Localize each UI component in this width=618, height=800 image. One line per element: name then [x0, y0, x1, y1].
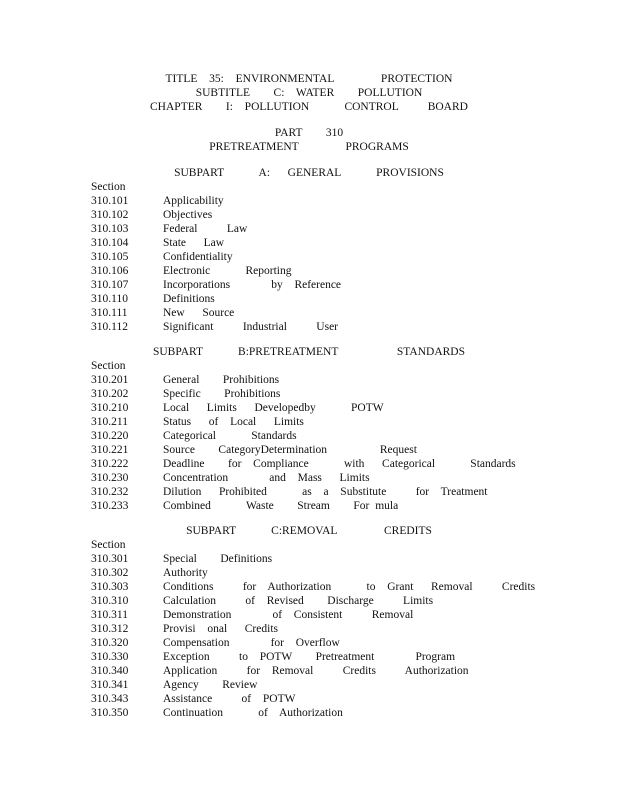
section-title: Local Limits Developedby POTW — [163, 402, 384, 414]
section-number: 310.107 — [91, 279, 129, 291]
section-number: 310.211 — [91, 416, 128, 428]
section-number: 310.105 — [91, 251, 129, 263]
section-title: Provisi onal Credits — [163, 623, 278, 635]
toc-entry — [0, 706, 618, 720]
part-number-heading: PART 310 — [274, 127, 344, 139]
toc-entry — [0, 580, 618, 594]
section-number: 310.311 — [91, 609, 128, 621]
section-number: 310.301 — [91, 553, 129, 565]
section-title: State Law — [163, 237, 225, 249]
section-number: 310.201 — [91, 374, 129, 386]
toc-entry — [0, 457, 618, 471]
section-title: Application for Removal Credits Authorization — [163, 665, 469, 677]
section-number: 310.106 — [91, 265, 129, 277]
section-title: Source CategoryDetermination Request — [163, 444, 417, 456]
section-number: 310.112 — [91, 321, 128, 333]
subtitle-heading: SUBTITLE C: WATER POLLUTION — [195, 87, 423, 99]
subpart-c-toc — [0, 552, 618, 720]
toc-entry — [0, 415, 618, 429]
section-title: Combined Waste Stream For mula — [163, 500, 399, 512]
toc-entry — [0, 664, 618, 678]
toc-entry — [0, 373, 618, 387]
section-number: 310.233 — [91, 500, 129, 512]
subpart-c-heading: SUBPART C:REMOVAL CREDITS — [186, 525, 432, 537]
toc-entry — [0, 401, 618, 415]
section-title: General Prohibitions — [163, 374, 280, 386]
section-title: Authority — [163, 567, 208, 579]
section-number: 310.343 — [91, 693, 129, 705]
section-number: 310.320 — [91, 637, 129, 649]
section-number: 310.101 — [91, 195, 129, 207]
section-title: Electronic Reporting — [163, 265, 292, 277]
toc-entry — [0, 485, 618, 499]
section-number: 310.103 — [91, 223, 129, 235]
section-title: New Source — [163, 307, 235, 319]
toc-entry — [0, 208, 618, 222]
toc-entry — [0, 429, 618, 443]
section-title: Significant Industrial User — [163, 321, 339, 333]
toc-entry — [0, 292, 618, 306]
section-title: Deadline for Compliance with Categorical Standards — [163, 458, 516, 470]
toc-entry — [0, 499, 618, 513]
toc-entry — [0, 320, 618, 334]
section-title: Conditions for Authorization to Grant Removal Credits — [163, 581, 536, 593]
section-number: 310.210 — [91, 402, 129, 414]
section-title: Status of Local Limits — [163, 416, 304, 428]
section-number: 310.102 — [91, 209, 129, 221]
section-title: Confidentiality — [163, 251, 233, 263]
section-number: 310.303 — [91, 581, 129, 593]
section-number: 310.110 — [91, 293, 128, 305]
section-title: Demonstration of Consistent Removal — [163, 609, 414, 621]
section-title: Assistance of POTW — [163, 693, 296, 705]
title-heading: TITLE 35: ENVIRONMENTAL PROTECTION — [165, 73, 453, 85]
section-title: Objectives — [163, 209, 213, 221]
section-number: 310.230 — [91, 472, 129, 484]
toc-entry — [0, 222, 618, 236]
toc-entry — [0, 692, 618, 706]
subpart-b-section-label: Section — [91, 360, 126, 372]
toc-entry — [0, 387, 618, 401]
subpart-a-heading: SUBPART A: GENERAL PROVISIONS — [174, 167, 444, 179]
section-number: 310.341 — [91, 679, 129, 691]
toc-entry — [0, 650, 618, 664]
toc-entry — [0, 443, 618, 457]
section-number: 310.221 — [91, 444, 129, 456]
toc-entry — [0, 471, 618, 485]
toc-entry — [0, 608, 618, 622]
section-title: Exception to POTW Pretreatment Program — [163, 651, 456, 663]
section-title: Incorporations by Reference — [163, 279, 342, 291]
section-number: 310.202 — [91, 388, 129, 400]
section-title: Calculation of Revised Discharge Limits — [163, 595, 434, 607]
toc-entry — [0, 194, 618, 208]
toc-entry — [0, 636, 618, 650]
part-name-heading: PRETREATMENT PROGRAMS — [209, 141, 409, 153]
chapter-heading: CHAPTER I: POLLUTION CONTROL BOARD — [150, 101, 468, 113]
toc-entry — [0, 306, 618, 320]
subpart-a-toc — [0, 194, 618, 334]
subpart-b-heading: SUBPART B:PRETREATMENT STANDARDS — [152, 346, 465, 358]
section-number: 310.222 — [91, 458, 129, 470]
subpart-c-section-label: Section — [91, 539, 126, 551]
section-title: Definitions — [163, 293, 215, 305]
toc-entry — [0, 594, 618, 608]
section-title: Categorical Standards — [163, 430, 297, 442]
section-title: Special Definitions — [163, 553, 273, 565]
section-number: 310.302 — [91, 567, 129, 579]
toc-entry — [0, 250, 618, 264]
subpart-a-section-label: Section — [91, 181, 126, 193]
section-number: 310.340 — [91, 665, 129, 677]
toc-entry — [0, 622, 618, 636]
section-title: Compensation for Overflow — [163, 637, 340, 649]
toc-entry — [0, 264, 618, 278]
section-number: 310.232 — [91, 486, 129, 498]
section-title: Federal Law — [163, 223, 248, 235]
section-number: 310.350 — [91, 707, 129, 719]
toc-entry — [0, 678, 618, 692]
section-title: Dilution Prohibited as a Substitute for Treatment — [163, 486, 488, 498]
section-title: Concentration and Mass Limits — [163, 472, 370, 484]
toc-entry — [0, 236, 618, 250]
section-title: Applicability — [163, 195, 224, 207]
section-number: 310.330 — [91, 651, 129, 663]
section-number: 310.312 — [91, 623, 129, 635]
section-title: Specific Prohibitions — [163, 388, 281, 400]
toc-entry — [0, 552, 618, 566]
toc-entry — [0, 566, 618, 580]
subpart-b-toc — [0, 373, 618, 513]
section-title: Agency Review — [163, 679, 258, 691]
section-number: 310.111 — [91, 307, 128, 319]
section-number: 310.310 — [91, 595, 129, 607]
section-title: Continuation of Authorization — [163, 707, 343, 719]
toc-entry — [0, 278, 618, 292]
section-number: 310.104 — [91, 237, 129, 249]
section-number: 310.220 — [91, 430, 129, 442]
